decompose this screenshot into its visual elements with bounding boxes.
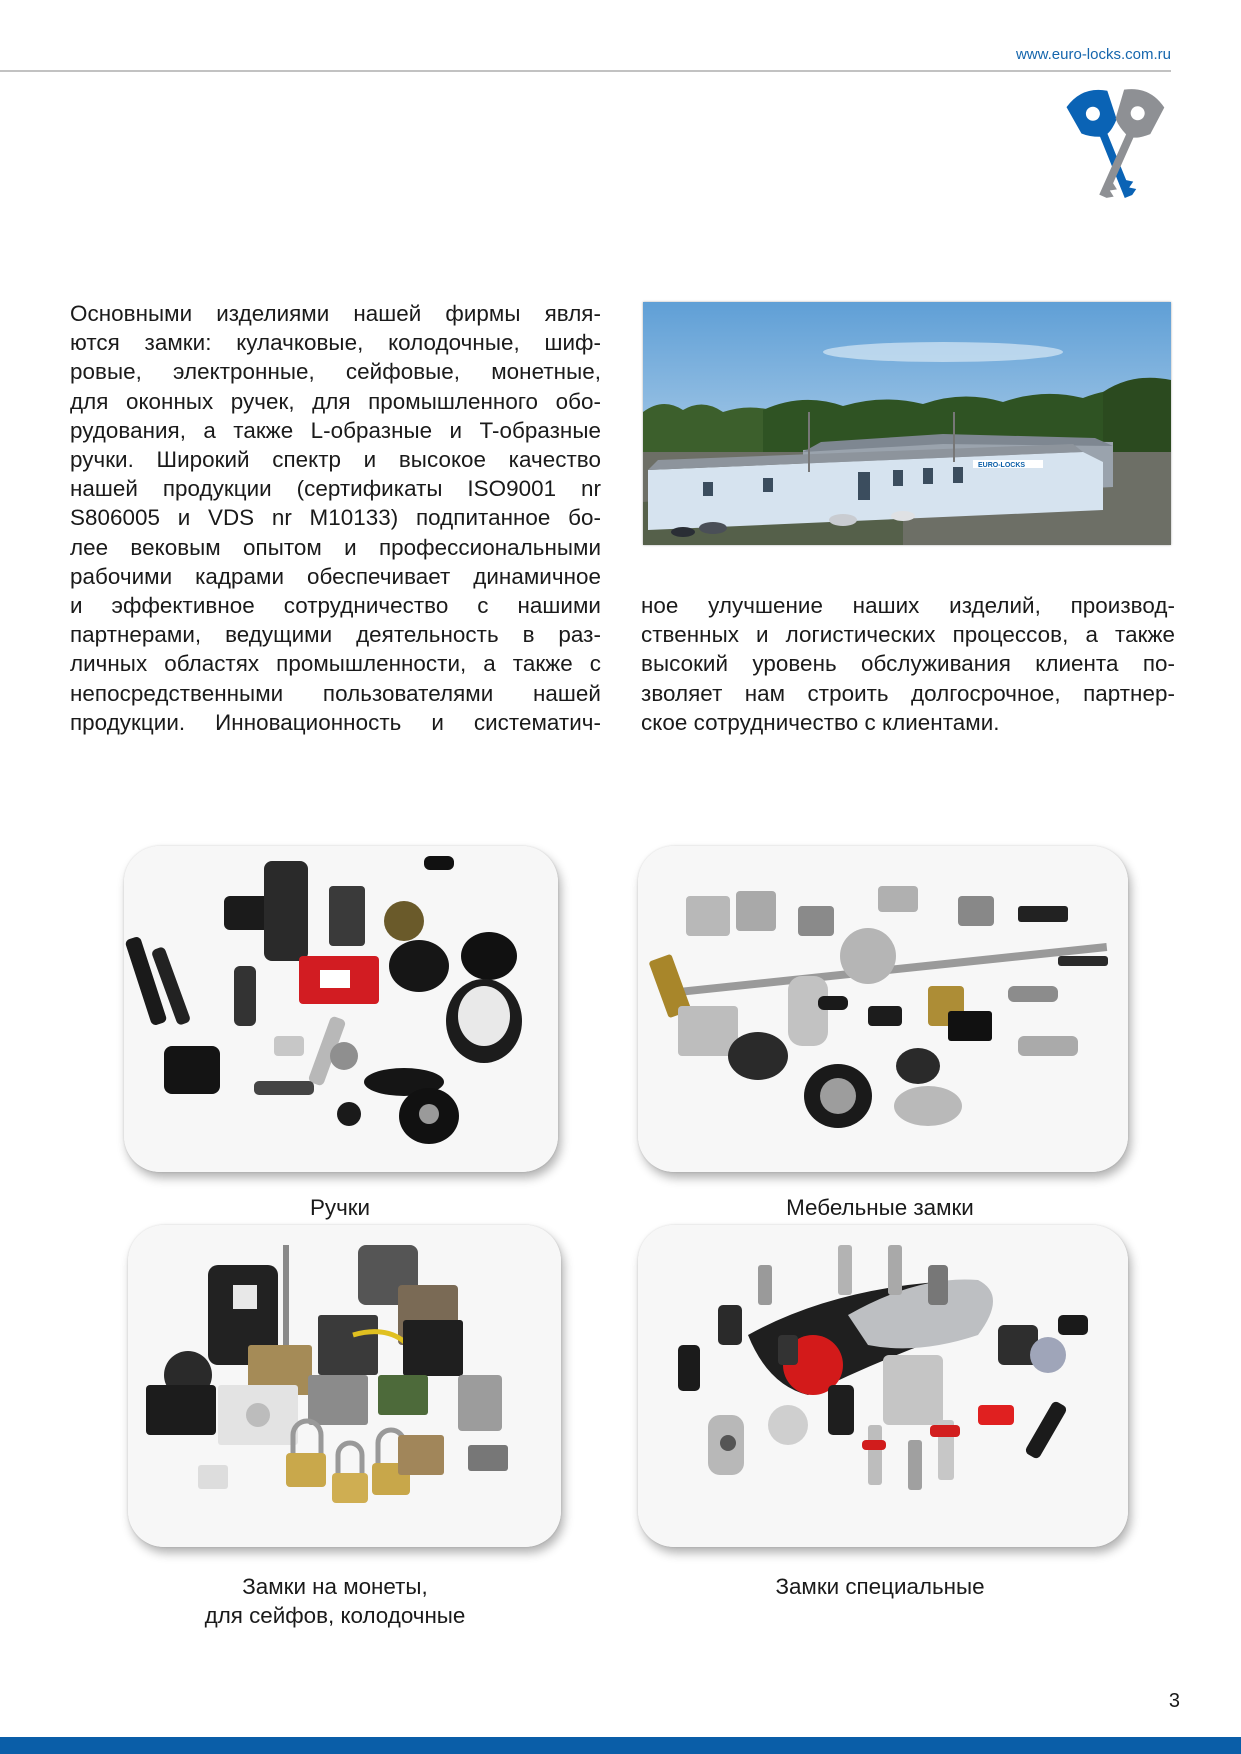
text-line: S806005 и VDS nr M10133) подпитанное бо-: [70, 505, 601, 531]
caption-handles: [160, 1193, 520, 1222]
product-photo-furniture-locks: [638, 846, 1128, 1172]
text-line: личных областях промышленности, а также с: [70, 651, 601, 677]
header-divider: [0, 70, 1171, 72]
text-line: для оконных ручек, для промышленного обо-: [70, 388, 601, 414]
caption-line: Мебельные замки: [786, 1195, 974, 1220]
page-number: 3: [1168, 1690, 1180, 1712]
text-line: ручки. Широкий спектр и высокое качество: [70, 447, 601, 473]
factory-photo: [643, 302, 1171, 545]
text-line: лее вековым опытом и профессиональными: [70, 534, 601, 560]
caption-line: Замки специальные: [775, 1574, 985, 1599]
intro-text-left-column: [70, 299, 601, 737]
text-line: ственных и логистических процессов, а также: [641, 622, 1175, 648]
product-photo-coin-safe-padlocks: [128, 1225, 561, 1547]
caption-line: Замки на монеты,: [242, 1574, 428, 1599]
text-line: ское сотрудничество с клиентами.: [641, 709, 1000, 735]
text-line: партнерами, ведущими деятельность в раз-: [70, 622, 601, 648]
text-line: ются замки: кулачковые, колодочные, шиф-: [70, 330, 601, 356]
text-line: ное улучшение наших изделий, производ-: [641, 593, 1175, 618]
text-line: продукции. Инновационность и систематич-: [70, 709, 601, 735]
text-line: и эффективное сотрудничество с нашими: [70, 593, 601, 619]
text-line: ровые, электронные, сейфовые, монетные,: [70, 359, 601, 385]
factory-sign-text: EURO-LOCKS: [978, 462, 1026, 469]
text-line: нашей продукции (сертификаты ISO9001 nr: [70, 476, 601, 502]
text-line: непосредственными пользователями нашей: [70, 680, 601, 706]
header-website-url[interactable]: www.euro-locks.com.ru: [1015, 46, 1171, 63]
footer-accent-bar: [0, 1737, 1241, 1754]
text-line: рудования, а также L-образные и T-образные: [70, 417, 601, 443]
text-line: Основными изделиями нашей фирмы явля-: [70, 301, 601, 326]
keys-logo-icon: [1058, 86, 1176, 210]
text-line: зволяет нам строить долгосрочное, партнер-: [641, 680, 1175, 706]
caption-line: Ручки: [309, 1195, 371, 1220]
caption-special-locks: [680, 1572, 1080, 1601]
intro-text-right-column: [641, 591, 1175, 737]
product-photo-special-locks: [638, 1225, 1128, 1547]
text-line: высокий уровень обслуживания клиента по-: [641, 651, 1175, 677]
caption-coin-safe-padlocks: [135, 1572, 535, 1630]
product-photo-handles: [124, 846, 558, 1172]
caption-line: для сейфов, колодочные: [204, 1603, 466, 1628]
text-line: рабочими кадрами обеспечивает динамичное: [70, 563, 601, 589]
caption-furniture-locks: [680, 1193, 1080, 1222]
